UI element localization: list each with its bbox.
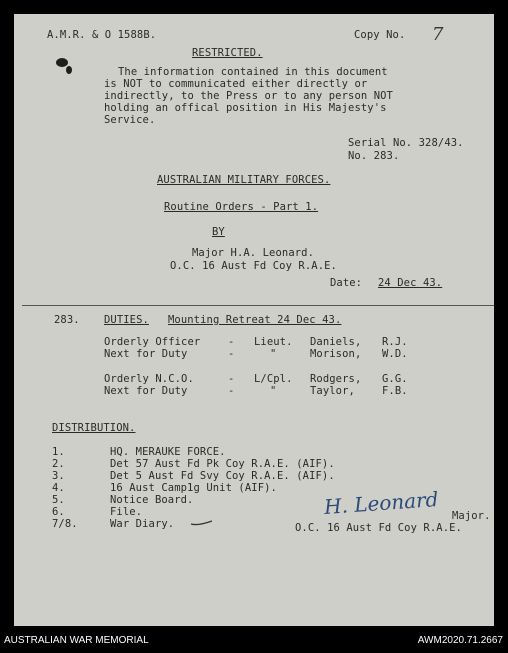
order-date: 24 Dec 43. bbox=[378, 277, 443, 289]
duties-heading: DUTIES. bbox=[104, 314, 149, 326]
divider bbox=[22, 305, 494, 306]
duty-role: Orderly N.C.O. bbox=[104, 373, 194, 385]
duty-rank: " bbox=[270, 348, 277, 360]
duty-dash: - bbox=[228, 348, 235, 360]
copy-number: 7 bbox=[432, 24, 444, 45]
duty-name: Morison, bbox=[310, 348, 362, 360]
duty-role: Orderly Officer bbox=[104, 336, 201, 348]
distribution-item-number: 1. bbox=[52, 446, 65, 458]
signature-unit: O.C. 16 Aust Fd Coy R.A.E. bbox=[295, 522, 462, 534]
restriction-line: is NOT to communicated either directly or bbox=[104, 78, 368, 90]
date-label: Date: bbox=[330, 277, 363, 289]
duty-dash: - bbox=[228, 336, 235, 348]
duty-role: Next for Duty bbox=[104, 385, 188, 397]
order-number: No. 283. bbox=[348, 150, 400, 162]
serial-number: Serial No. 328/43. bbox=[348, 137, 464, 149]
issuing-unit: O.C. 16 Aust Fd Coy R.A.E. bbox=[170, 260, 337, 272]
duty-rank: L/Cpl. bbox=[254, 373, 293, 385]
restriction-line: The information contained in this document bbox=[118, 66, 388, 78]
restricted-heading: RESTRICTED. bbox=[192, 47, 263, 59]
duty-name: Taylor, bbox=[310, 385, 355, 397]
duty-initials: W.D. bbox=[382, 348, 408, 360]
archive-footer bbox=[0, 629, 508, 653]
issuing-officer: Major H.A. Leonard. bbox=[192, 247, 315, 259]
reference-number: A.M.R. & O 1588B. bbox=[47, 29, 157, 41]
ink-blot bbox=[66, 66, 72, 74]
distribution-item-number: 5. bbox=[52, 494, 65, 506]
document-page bbox=[14, 14, 494, 626]
force-title: AUSTRALIAN MILITARY FORCES. bbox=[157, 174, 331, 186]
by-label: BY bbox=[212, 226, 225, 238]
distribution-item: Notice Board. bbox=[110, 494, 194, 506]
distribution-item: File. bbox=[110, 506, 143, 518]
distribution-item-number: 7/8. bbox=[52, 518, 78, 530]
distribution-item: War Diary. bbox=[110, 518, 175, 530]
duty-initials: R.J. bbox=[382, 336, 408, 348]
duty-rank: Lieut. bbox=[254, 336, 293, 348]
duty-dash: - bbox=[228, 373, 235, 385]
signature: H. Leonard bbox=[323, 487, 440, 519]
distribution-item: Det 5 Aust Fd Svy Coy R.A.E. (AIF). bbox=[110, 470, 335, 482]
pencil-tick bbox=[190, 519, 214, 527]
signature-rank: Major. bbox=[452, 510, 491, 522]
distribution-item-number: 3. bbox=[52, 470, 65, 482]
distribution-item: Det 57 Aust Fd Pk Coy R.A.E. (AIF). bbox=[110, 458, 335, 470]
distribution-item: HQ. MERAUKE FORCE. bbox=[110, 446, 226, 458]
duty-name: Rodgers, bbox=[310, 373, 362, 385]
duty-rank: " bbox=[270, 385, 277, 397]
accession-number: AWM2020.71.2667 bbox=[417, 635, 503, 646]
distribution-heading: DISTRIBUTION. bbox=[52, 422, 136, 434]
distribution-item-number: 2. bbox=[52, 458, 65, 470]
copy-label: Copy No. bbox=[354, 29, 406, 41]
order-item-number: 283. bbox=[54, 314, 80, 326]
ink-blot bbox=[56, 58, 68, 67]
distribution-item: 16 Aust Camp1g Unit (AIF). bbox=[110, 482, 277, 494]
distribution-item-number: 6. bbox=[52, 506, 65, 518]
restriction-line: Service. bbox=[104, 114, 156, 126]
duty-initials: G.G. bbox=[382, 373, 408, 385]
duty-initials: F.B. bbox=[382, 385, 408, 397]
restriction-line: holding an offical position in His Majesty's bbox=[104, 102, 387, 114]
duty-role: Next for Duty bbox=[104, 348, 188, 360]
duties-subject: Mounting Retreat 24 Dec 43. bbox=[168, 314, 342, 326]
orders-title: Routine Orders - Part 1. bbox=[164, 201, 319, 213]
distribution-item-number: 4. bbox=[52, 482, 65, 494]
duty-dash: - bbox=[228, 385, 235, 397]
duty-name: Daniels, bbox=[310, 336, 362, 348]
archive-name: AUSTRALIAN WAR MEMORIAL bbox=[4, 635, 149, 646]
restriction-line: indirectly, to the Press or to any person NOT bbox=[104, 90, 393, 102]
